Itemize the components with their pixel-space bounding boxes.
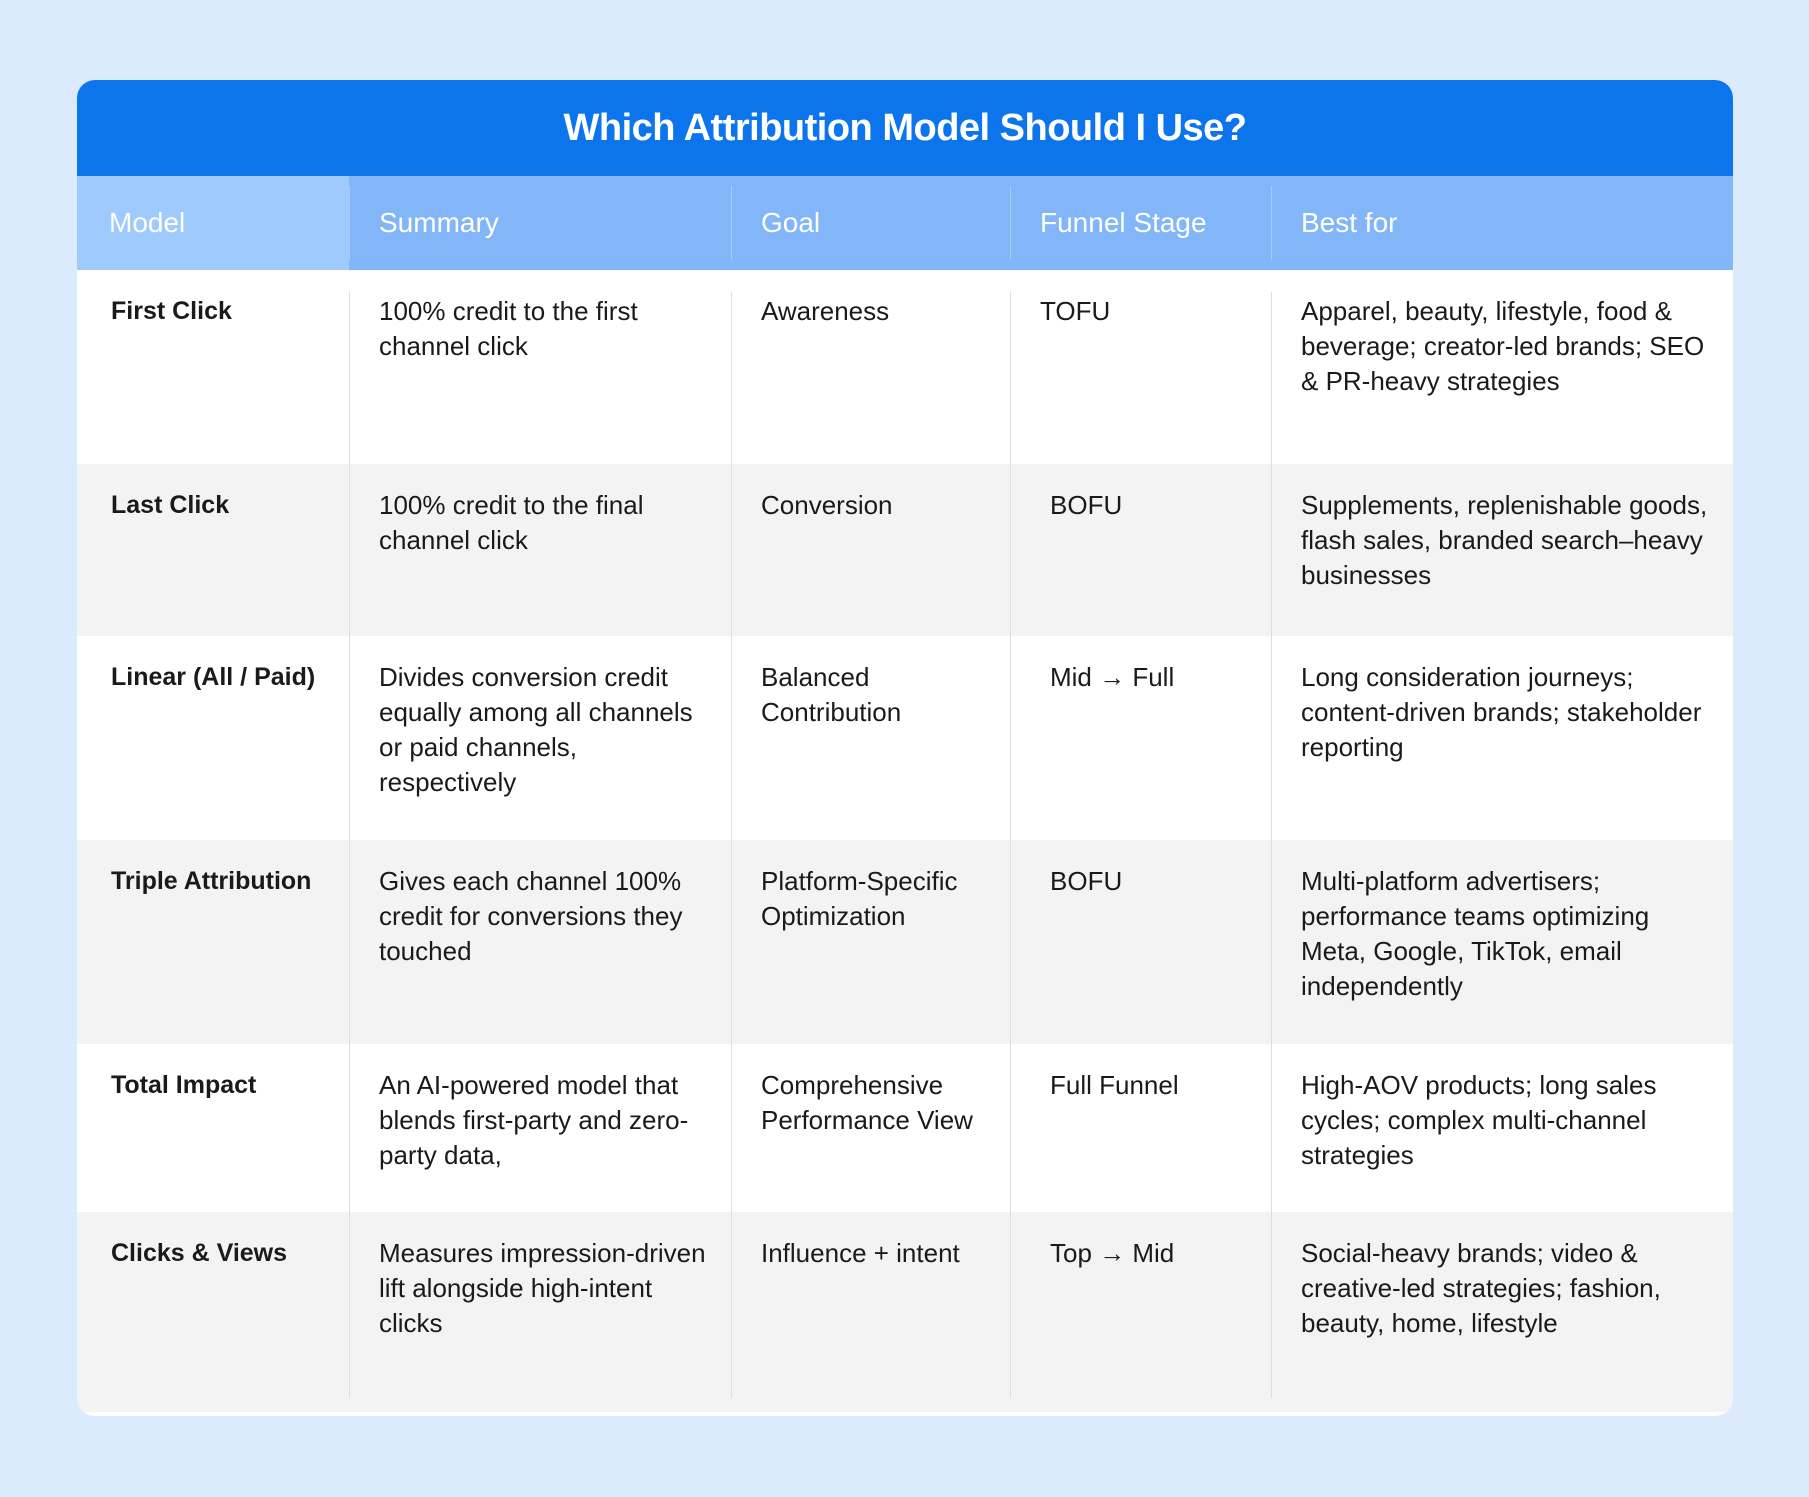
funnel-stage-cell: BOFU: [1010, 840, 1271, 1044]
goal-cell: Balanced Contribution: [731, 636, 1010, 840]
model-cell: Total Impact: [111, 1071, 257, 1099]
table-row: [77, 1044, 1733, 1212]
best-for-cell: Social-heavy brands; video & creative-led strategies; fashion, beauty, home, lifestyle: [1271, 1212, 1733, 1412]
summary-cell: Gives each channel 100% credit for conversions they touched: [349, 840, 731, 1044]
summary-cell: An AI-powered model that blends first-party and zero-party data,: [349, 1044, 731, 1212]
funnel-stage-cell: Top → Mid: [1010, 1212, 1271, 1412]
goal-cell: Platform-Specific Optimization: [731, 840, 1010, 1044]
goal-cell: Awareness: [731, 270, 1010, 464]
funnel-stage-cell: Full Funnel: [1010, 1044, 1271, 1212]
table-row: [77, 270, 1733, 464]
best-for-cell: Long consideration journeys; content-driven brands; stakeholder reporting: [1271, 636, 1733, 840]
goal-cell: Influence + intent: [731, 1212, 1010, 1412]
summary-cell: 100% credit to the first channel click: [349, 270, 731, 464]
funnel-stage-cell: TOFU: [1010, 270, 1271, 464]
summary-cell: Measures impression-driven lift alongside high-intent clicks: [349, 1212, 731, 1412]
goal-cell: Comprehensive Performance View: [731, 1044, 1010, 1212]
funnel-stage-cell: Mid → Full: [1010, 636, 1271, 840]
header-row: [77, 176, 1733, 270]
table-row: [77, 1212, 1733, 1412]
model-cell: First Click: [111, 297, 232, 325]
best-for-cell: Multi-platform advertisers; performance teams optimizing Meta, Google, TikTok, email independently: [1271, 840, 1733, 1044]
best-for-cell: Apparel, beauty, lifestyle, food & beverage; creator-led brands; SEO & PR-heavy strategies: [1271, 270, 1733, 464]
attribution-table: [77, 176, 1733, 1412]
table-row: [77, 464, 1733, 636]
table-row: [77, 636, 1733, 840]
summary-cell: Divides conversion credit equally among all channels or paid channels, respectively: [349, 636, 731, 840]
column-header-funnel-stage: Funnel Stage: [1010, 176, 1271, 270]
goal-cell: Conversion: [731, 464, 1010, 636]
model-cell: Clicks & Views: [77, 1212, 349, 1412]
table-row: [77, 840, 1733, 1044]
title-bar: [77, 80, 1733, 176]
funnel-stage-cell: BOFU: [1010, 464, 1271, 636]
column-header-goal: Goal: [731, 176, 1010, 270]
best-for-cell: High-AOV products; long sales cycles; complex multi-channel strategies: [1271, 1044, 1733, 1212]
page-title: Which Attribution Model Should I Use?: [563, 106, 1247, 149]
column-header-model: Model: [77, 176, 349, 270]
model-cell: Triple Attribution: [77, 840, 349, 1044]
column-header-summary: Summary: [349, 176, 731, 270]
model-cell: Last Click: [77, 464, 349, 636]
column-header-best-for: Best for: [1271, 176, 1733, 270]
summary-cell: 100% credit to the final channel click: [349, 464, 731, 636]
attribution-table-card: [77, 80, 1733, 1416]
best-for-cell: Supplements, replenishable goods, flash sales, branded search–heavy businesses: [1271, 464, 1733, 636]
model-cell: Linear (All / Paid): [111, 663, 316, 691]
